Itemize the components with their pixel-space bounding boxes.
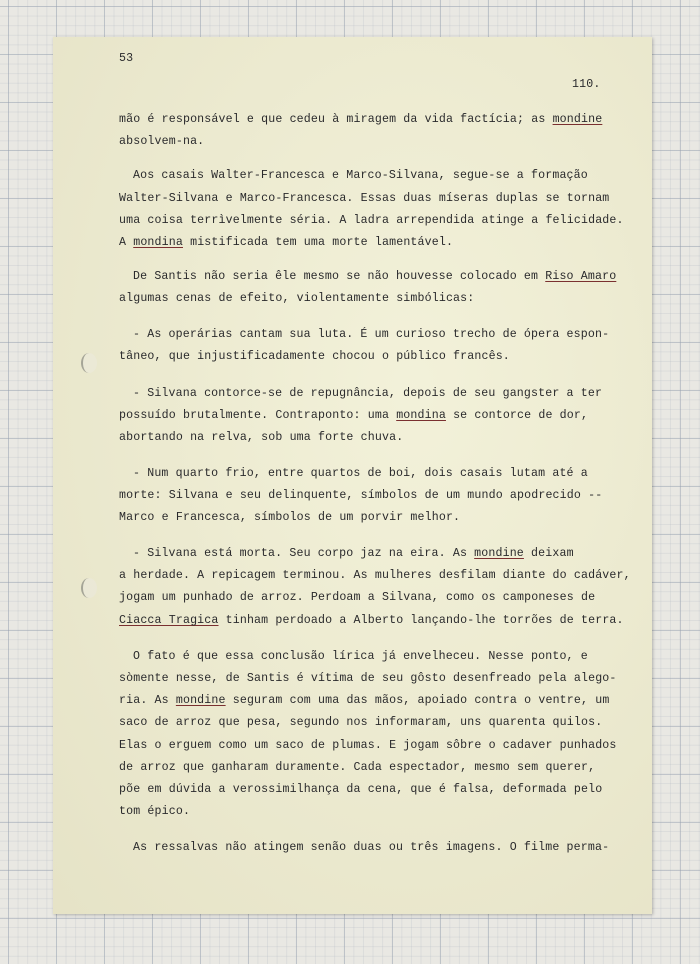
underlined-term: mondine [552, 113, 603, 126]
text-segment: tinham perdoado a Alberto lançando-lhe torrões de terra. [218, 614, 624, 627]
text-segment: Elas o erguem como um saco de plumas. E jogam sôbre o cadaver punhados [119, 739, 617, 752]
text-segment: morte: Silvana e seu delinquente, símbolos de um mundo apodrecido -- [119, 489, 603, 502]
text-segment: possuído brutalmente. Contraponto: uma [119, 409, 397, 422]
text-line [119, 135, 204, 149]
text-segment: As ressalvas não atingem senão duas ou três imagens. O filme perma- [133, 841, 610, 854]
text-segment: algumas cenas de efeito, violentamente simbólicas: [119, 292, 475, 305]
text-segment: mistificada tem uma morte lamentável. [182, 236, 454, 249]
text-line [119, 694, 609, 708]
text-line [133, 650, 588, 664]
text-line [119, 783, 602, 797]
text-segment: jogam um punhado de arroz. Perdoam a Silvana, como os camponeses de [119, 591, 596, 604]
text-segment: seguram com uma das mãos, apoiado contra o ventre, um [225, 694, 610, 707]
text-segment: saco de arroz que pesa, segundo nos informaram, uns quarenta quilos. [119, 716, 603, 729]
text-line [119, 192, 609, 206]
text-segment: tâneo, que injustificadamente chocou o público francês. [119, 350, 510, 363]
text-line [119, 672, 617, 686]
text-line [119, 292, 474, 306]
text-line [133, 387, 602, 401]
text-line [119, 716, 602, 730]
text-segment: De Santis não seria êle mesmo se não houvesse colocado em [133, 270, 546, 283]
text-segment: põe em dúvida a verossimilhança da cena, que é falsa, deformada pelo [119, 783, 603, 796]
underlined-term: mondina [133, 236, 183, 249]
text-line [119, 511, 460, 525]
text-line [119, 591, 595, 605]
text-segment: tom épico. [119, 805, 191, 818]
underlined-term: mondine [175, 694, 226, 707]
text-segment: - Silvana contorce-se de repugnância, depois de seu gangster a ter [133, 387, 603, 400]
text-segment: sòmente nesse, de Santis é vítima de seu gôsto desenfreado pela alego- [119, 672, 617, 685]
underlined-term: Riso Amaro [545, 270, 617, 283]
typed-page [53, 37, 652, 914]
text-line [119, 569, 631, 583]
text-segment: uma coisa terrìvelmente séria. A ladra arrependida atinge a felicidade. [119, 214, 624, 227]
text-line [133, 467, 588, 481]
text-line [133, 328, 609, 342]
punch-hole-upper [81, 353, 97, 373]
text-line [119, 761, 595, 775]
underlined-term: mondina [396, 409, 446, 422]
text-line [133, 547, 574, 561]
text-line [119, 431, 403, 445]
folio-number: 53 [119, 52, 134, 65]
text-segment: Walter-Silvana e Marco-Francesca. Essas duas míseras duplas se tornam [119, 192, 610, 205]
text-segment: Marco e Francesca, símbolos de um porvir melhor. [119, 511, 461, 524]
text-line [119, 113, 602, 127]
text-line [119, 236, 453, 250]
text-segment: absolvem-na. [119, 135, 205, 148]
text-segment: - As operárias cantam sua luta. É um curioso trecho de ópera espon- [133, 328, 610, 341]
text-segment: - Silvana está morta. Seu corpo jaz na eira. As [133, 547, 475, 560]
text-segment: - Num quarto frio, entre quartos de boi, dois casais lutam até a [133, 467, 588, 480]
text-segment: O fato é que essa conclusão lírica já envelheceu. Nesse ponto, e [133, 650, 588, 663]
text-line [133, 169, 588, 183]
text-line [133, 270, 616, 284]
text-segment: de arroz que ganharam duramente. Cada espectador, mesmo sem querer, [119, 761, 596, 774]
page-number: 110. [572, 78, 601, 91]
text-segment: se contorce de dor, [445, 409, 589, 422]
underlined-term: mondine [474, 547, 524, 560]
text-segment: deixam [523, 547, 574, 560]
text-line [119, 489, 602, 503]
text-segment: a herdade. A repicagem terminou. As mulheres desfilam diante do cadáver, [119, 569, 631, 582]
text-segment: ria. As [119, 694, 176, 707]
text-line [119, 214, 624, 228]
text-line [119, 350, 510, 364]
text-segment: mão é responsável e que cedeu à miragem da vida factícia; as [119, 113, 553, 126]
text-segment: Aos casais Walter-Francesca e Marco-Silvana, segue-se a formação [133, 169, 588, 182]
text-segment: A [119, 236, 134, 249]
text-segment: abortando na relva, sob uma forte chuva. [119, 431, 404, 444]
text-line [119, 805, 190, 819]
text-line [119, 409, 588, 423]
underlined-term: Ciacca Tragica [119, 614, 219, 627]
text-line [133, 841, 609, 855]
text-line [119, 614, 624, 628]
punch-hole-lower [81, 578, 97, 598]
text-line [119, 739, 617, 753]
